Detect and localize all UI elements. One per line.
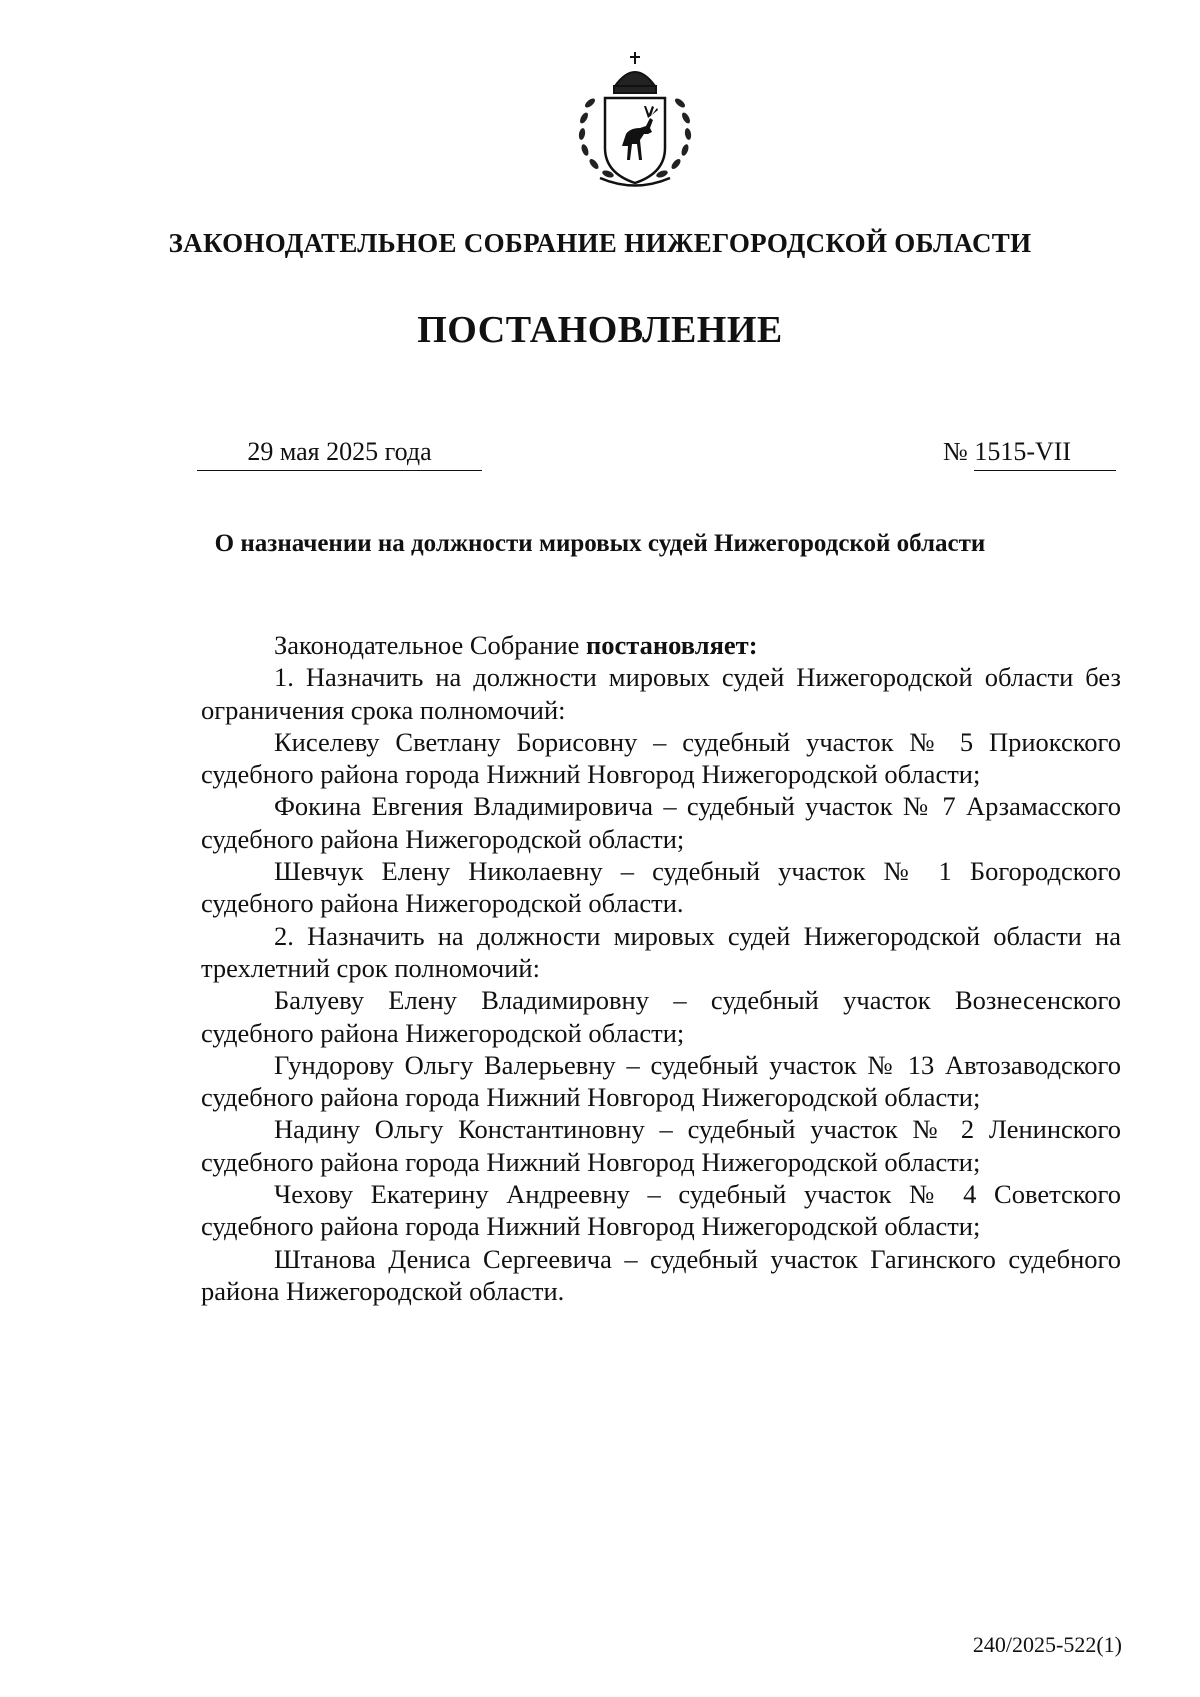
coat-of-arms-emblem xyxy=(560,48,710,198)
registration-code: 240/2025-522(1) xyxy=(972,1632,1122,1657)
document-number xyxy=(943,434,1123,470)
document-title: О назначении на должности мировых судей Нижегородской области xyxy=(214,530,986,557)
number-value: 1515-VII xyxy=(974,434,1116,471)
organization-heading: ЗАКОНОДАТЕЛЬНОЕ СОБРАНИЕ НИЖЕГОРОДСКОЙ ОБЛАСТИ xyxy=(168,228,1032,258)
section-1-paragraph: 1. Назначить на должности мировых судей Нижегородской области без ограничения срока полномочий: xyxy=(201,662,1121,725)
section-2-item: Балуеву Елену Владимировну – судебный участок Вознесенского судебного района Нижегородской области; xyxy=(201,985,1121,1048)
section-2-item: Гундорову Ольгу Валерьевну – судебный участок № 13 Автозаводского судебного района города Нижний Новгород Нижегородской области; xyxy=(201,1049,1121,1113)
document-type-heading: ПОСТАНОВЛЕНИЕ xyxy=(417,309,783,351)
document-date: 29 мая 2025 года xyxy=(197,434,482,471)
intro-paragraph xyxy=(201,629,1121,661)
section-1-item: Шевчук Елену Николаевну – судебный участок № 1 Богородского судебного района Нижегородской области. xyxy=(201,856,1121,919)
intro-bold: постановляет: xyxy=(586,630,758,660)
section-2-item: Надину Ольгу Константиновну – судебный участок № 2 Ленинского судебного района города Нижний Новгород Нижегородской области; xyxy=(201,1114,1121,1177)
number-prefix: № xyxy=(943,437,968,466)
section-2-item: Штанова Дениса Сергеевича – судебный участок Гагинского судебного района Нижегородской области. xyxy=(201,1243,1121,1306)
section-2-paragraph: 2. Назначить на должности мировых судей Нижегородской области на трехлетний срок полномочий: xyxy=(201,920,1121,983)
document-body xyxy=(201,629,1121,1307)
section-1-item: Киселеву Светлану Борисовну – судебный участок № 5 Приокского судебного района города Нижний Новгород Нижегородской области; xyxy=(201,726,1121,790)
section-2-item: Чехову Екатерину Андреевну – судебный участок № 4 Советского судебного района города Нижний Новгород Нижегородской области; xyxy=(201,1179,1121,1242)
intro-text: Законодательное Собрание xyxy=(274,630,587,660)
section-1-item: Фокина Евгения Владимировича – судебный участок № 7 Арзамасского судебного района Нижегородской области; xyxy=(201,791,1121,854)
